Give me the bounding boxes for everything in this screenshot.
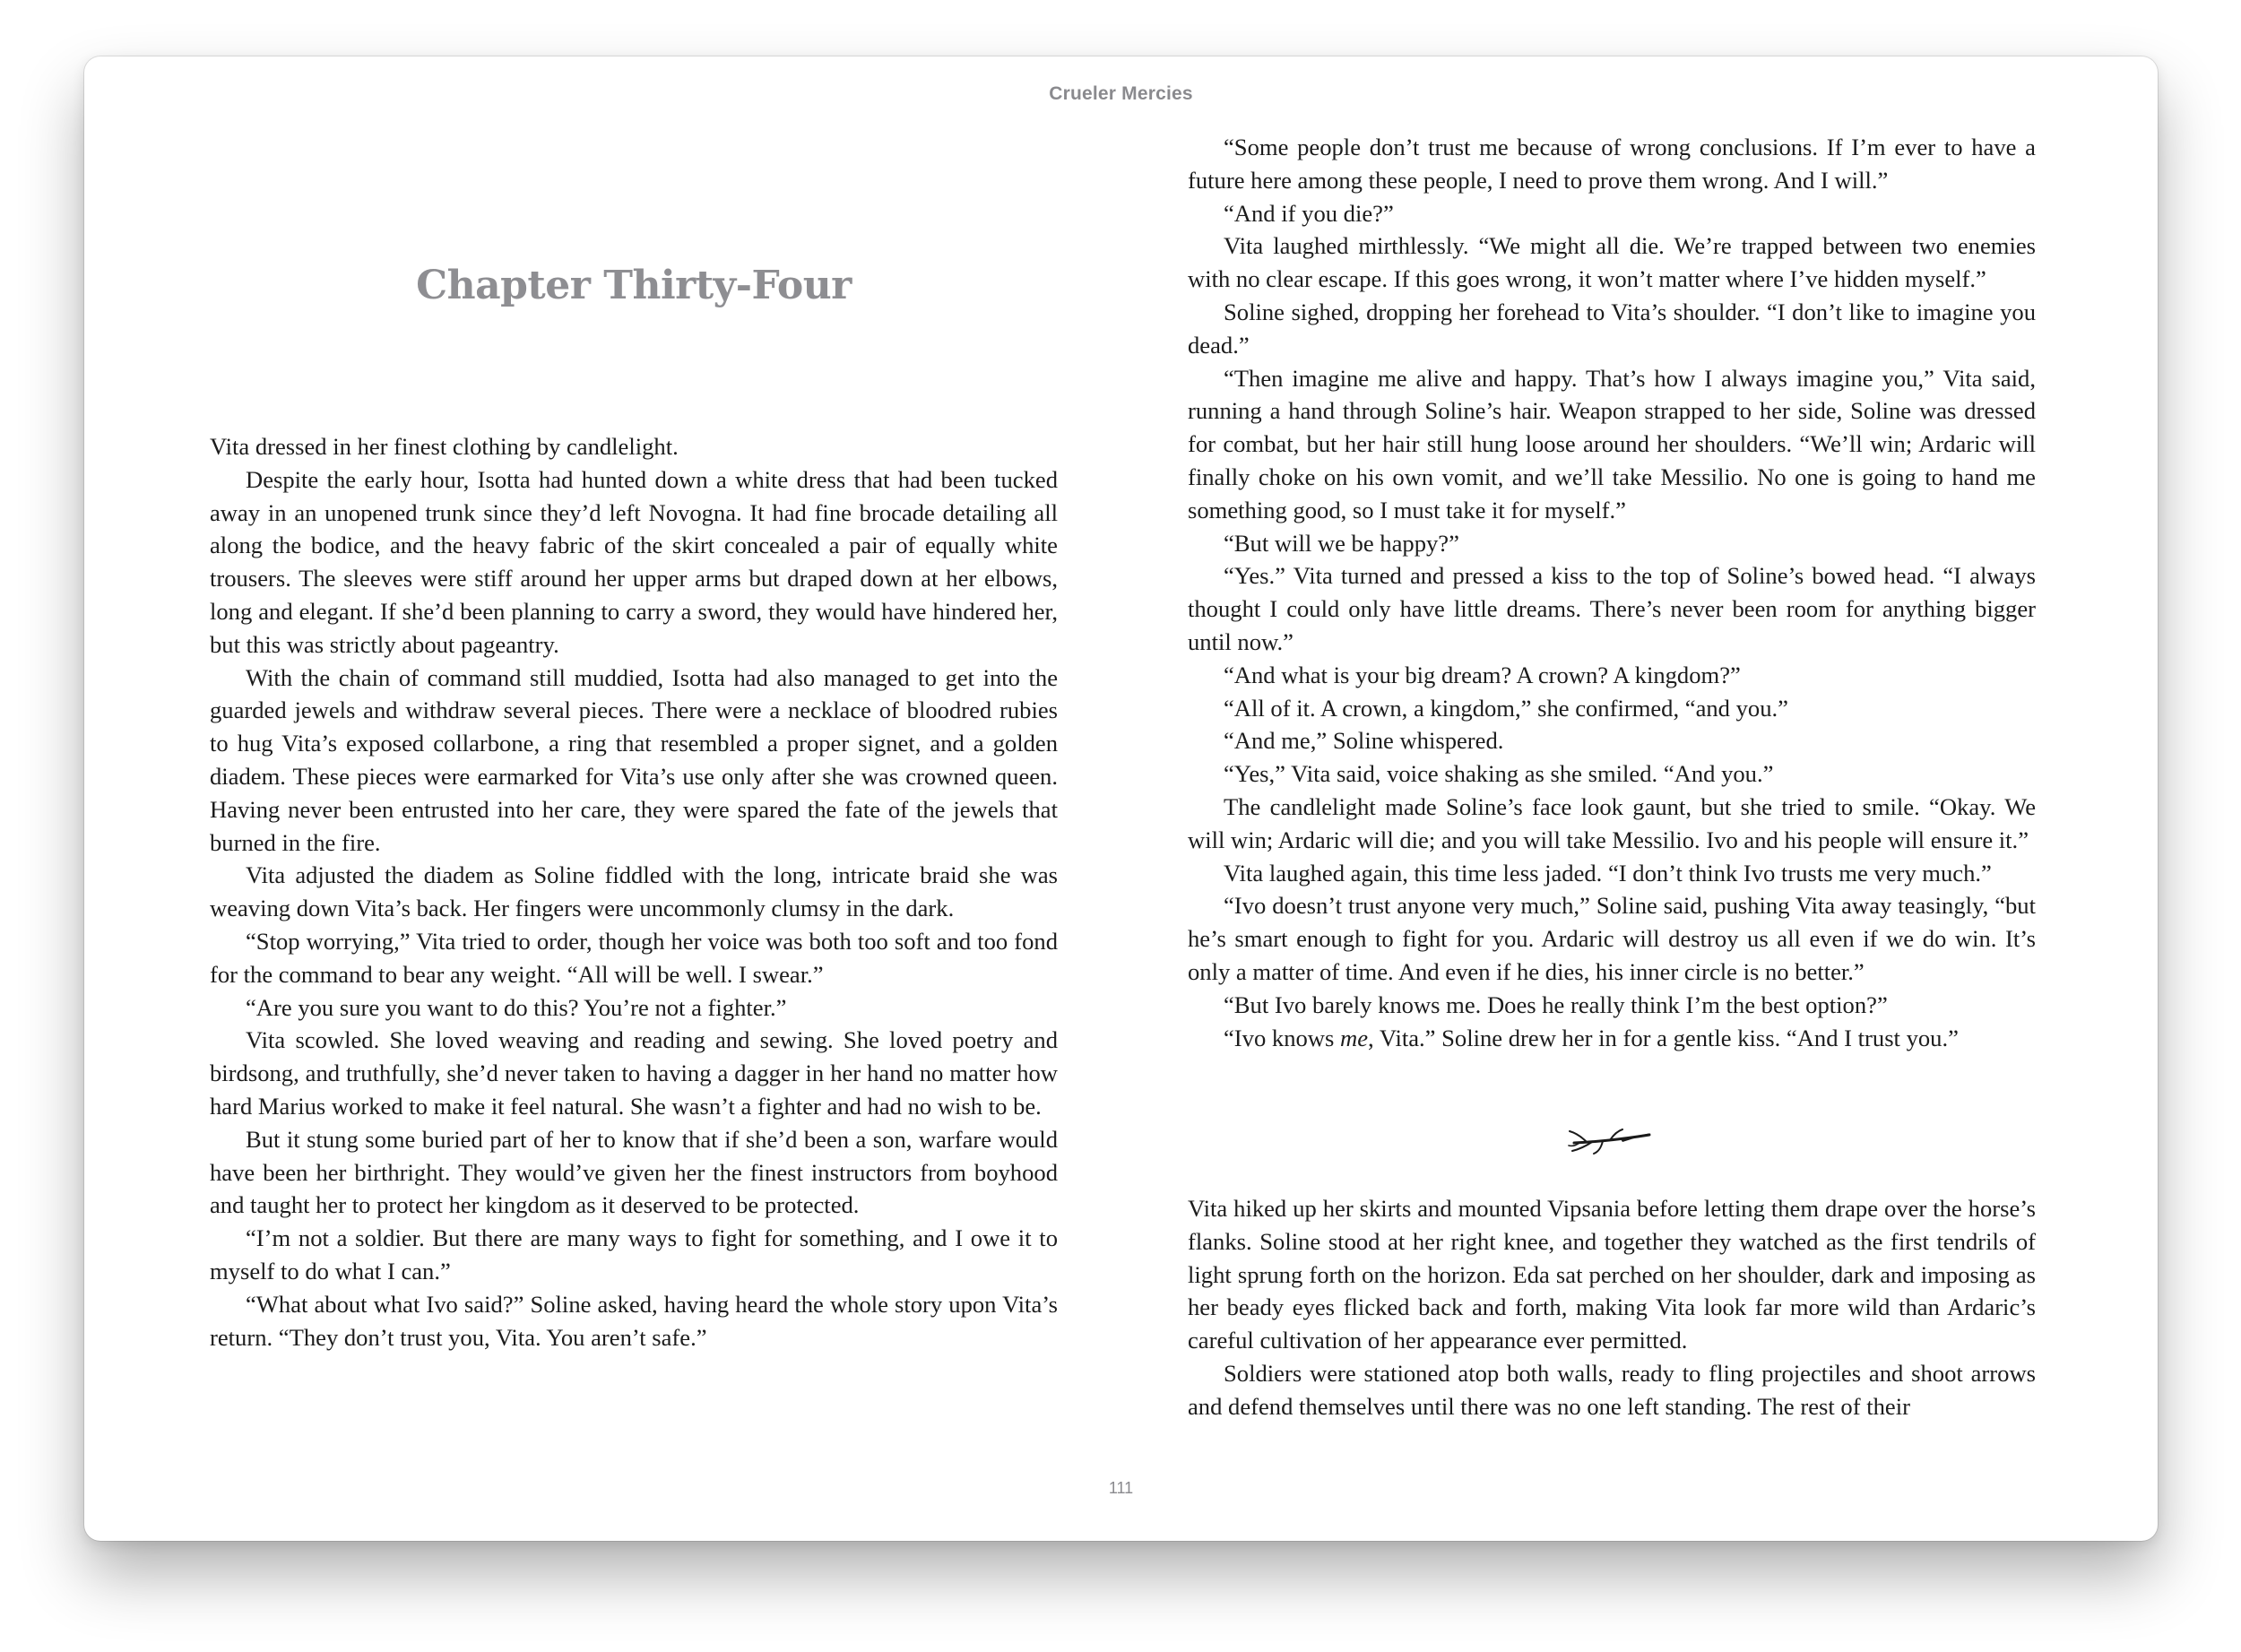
paragraph: “But Ivo barely knows me. Does he really think I’m the best option?” [1224,990,1888,1018]
paragraph: “And if you die?” [1224,199,1394,227]
paragraph: Vita hiked up her skirts and mounted Vipsania before letting them drape over the horse’s flanks. Soline stood at her right knee, and together they watched as the first tendrils of light sprung forth on the horizon. Eda sat perched on her shoulder, dark and imposing as her beady eyes flicked back and forth, making Vita look far more wild than Ardaric’s careful cultivation of her appearance ever permitted. [1188,1195,2036,1354]
paragraph: “Yes,” Vita said, voice shaking as she smiled. “And you.” [1224,760,1774,788]
paragraph: Vita laughed mirthlessly. “We might all die. We’re trapped between two enemies with no clear escape. If this goes wrong, it won’t matter where I’ve hidden myself.” [1188,232,2036,293]
paragraph: “Some people don’t trust me because of wrong conclusions. If I’m ever to have a future here among these people, I need to prove them wrong. And I will.” [1188,134,2036,194]
final-line-emphasis: me [1340,1024,1369,1051]
paragraph: Vita adjusted the diadem as Soline fiddled with the long, intricate braid she was weaving down Vita’s back. Her fingers were uncommonly clumsy in the dark. [210,861,1058,922]
branch-ornament-icon [1567,1119,1657,1155]
paragraph: “And me,” Soline whispered. [1224,727,1504,755]
left-page-text [210,430,1058,1354]
left-page [210,56,1058,1541]
paragraph: Soline sighed, dropping her forehead to Vita’s shoulder. “I don’t like to imagine you dead.” [1188,298,2036,359]
paragraph: Soldiers were stationed atop both walls, ready to fling projectiles and shoot arrows and defend themselves until there was no one left standing. The rest of their [1188,1359,2036,1420]
right-page-text [1188,131,2036,1054]
chapter-title: Chapter Thirty-Four [416,263,852,308]
paragraph: “Ivo doesn’t trust anyone very much,” Soline said, pushing Vita away teasingly, “but he’s smart enough to fight for you. Ardaric will destroy us all even if we do win. It’s only a matter of time. And even if he dies, his inner circle is no better.” [1188,892,2036,985]
paragraph: With the chain of command still muddied, Isotta had also managed to get into the guarded jewels and withdraw several pieces. There were a necklace of bloodred rubies to hug Vita’s exposed collarbone, a ring that resembled a proper signet, and a golden diadem. These pieces were earmarked for Vita’s use only after she was crowned queen. Having never been entrusted into her care, they were spared the fate of the jewels that burned in the fire. [210,663,1058,856]
paragraph: Vita laughed again, this time less jaded. “I don’t think Ivo trusts me very much.” [1224,859,1992,887]
paragraph: “Are you sure you want to do this? You’re not a fighter.” [246,993,787,1021]
paragraph: Vita scowled. She loved weaving and reading and sewing. She loved poetry and birdsong, and truthfully, she’d never taken to having a dagger in her hand no matter how hard Marius worked to make it feel natural. She wasn’t a fighter and had no wish to be. [210,1026,1058,1120]
final-line-after: , Vita.” Soline drew her in for a gentle kiss. “And I trust you.” [1368,1024,1959,1051]
paragraph: “All of it. A crown, a kingdom,” she confirmed, “and you.” [1224,694,1788,722]
paragraph: “But will we be happy?” [1224,529,1459,557]
paragraph: “And what is your big dream? A crown? A kingdom?” [1224,661,1741,688]
paragraph: “I’m not a soldier. But there are many ways to fight for something, and I owe it to myself to do what I can.” [210,1224,1058,1284]
paragraph: Despite the early hour, Isotta had hunted down a white dress that had been tucked away in an unopened trunk since they’d left Novogna. It had fine brocade detailing all along the bodice, and the heavy fabric of the skirt concealed a pair of equally white trousers. The sleeves were stiff around her upper arms but draped down at her elbows, long and elegant. If she’d been planning to carry a sword, they would have hindered her, but this was strictly about pageantry. [210,465,1058,658]
paragraph: But it stung some buried part of her to know that if she’d been a son, warfare would have been her birthright. They would’ve given her the finest instructors from boyhood and taught her to protect her kingdom as it deserved to be protected. [210,1125,1058,1219]
book-reader-window [84,56,2158,1541]
page-number: 111 [1108,1479,1134,1497]
paragraph: “Stop worrying,” Vita tried to order, though her voice was both too soft and too fond for the command to bear any weight. “All will be well. I swear.” [210,927,1058,988]
paragraph: Vita dressed in her finest clothing by candlelight. [210,433,679,460]
paragraph: “Then imagine me alive and happy. That’s how I always imagine you,” Vita said, running a hand through Soline’s hair. Weapon strapped to her side, Soline was dressed for combat, but her hair still hung loose around her shoulders. “We’ll win; Ardaric will finally choke on his own vomit, and we’ll take Messilio. No one is going to hand me something good, so I must take it for myself.” [1188,364,2036,523]
right-page-text-after-break [1188,1192,2036,1423]
right-page [1188,56,2036,1541]
paragraph-final-line [1188,1022,2036,1055]
book-title: Crueler Mercies [1049,83,1193,104]
final-line-before: “Ivo knows [1224,1024,1340,1051]
paragraph: “What about what Ivo said?” Soline asked, having heard the whole story upon Vita’s return. “They don’t trust you, Vita. You aren’t safe.” [210,1290,1058,1351]
paragraph: “Yes.” Vita turned and pressed a kiss to the top of Soline’s bowed head. “I always thought I could only have little dreams. There’s never been room for anything bigger until now.” [1188,562,2036,655]
section-break [1188,1119,2036,1172]
paragraph: The candlelight made Soline’s face look gaunt, but she tried to smile. “Okay. We will win; Ardaric will die; and you will take Messilio. Ivo and his people will ensure it.” [1188,792,2036,853]
